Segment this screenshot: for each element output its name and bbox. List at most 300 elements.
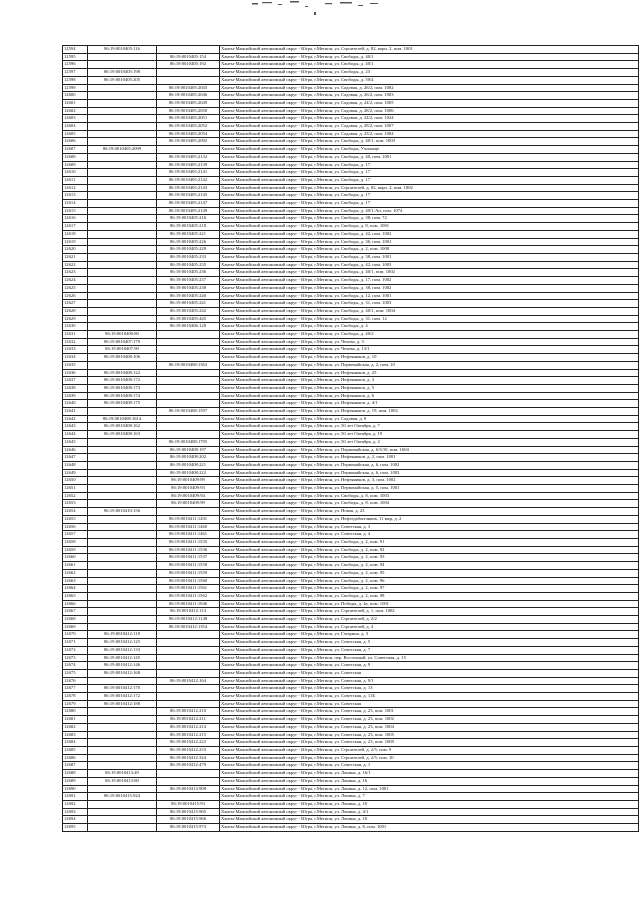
building-cadastral-number: 86:19:0010405:205 xyxy=(88,76,157,84)
building-cadastral-number: 86:19:0010413:80 xyxy=(88,777,157,785)
table-row xyxy=(63,623,639,631)
table-row xyxy=(63,292,639,300)
building-cadastral-number xyxy=(88,616,157,624)
table-row xyxy=(63,146,639,154)
address: Ханты-Мансийский автономный округ - Югра, г.Мегион, ул. Свободы, д. 4 xyxy=(220,323,639,331)
table-row xyxy=(63,92,639,100)
address: Ханты-Мансийский автономный округ - Югра, г.Мегион, ул. Ленина, д. 10 xyxy=(220,816,639,824)
building-cadastral-number xyxy=(88,277,157,285)
premises-cadastral-number: 86:19:0010411:1537 xyxy=(157,554,220,562)
building-cadastral-number: 86:19:0010410:156 xyxy=(88,508,157,516)
table-row xyxy=(63,130,639,138)
row-number: 12660 xyxy=(63,554,88,562)
table-row xyxy=(63,284,639,292)
table-row xyxy=(63,138,639,146)
table-row xyxy=(63,469,639,477)
address: Ханты-Мансийский автономный округ - Югра, г.Мегион, ул. Садовая, д. 24/2, пом. 1024 xyxy=(220,115,639,123)
row-number: 12610 xyxy=(63,169,88,177)
row-number: 12639 xyxy=(63,392,88,400)
row-number: 12663 xyxy=(63,577,88,585)
table-row xyxy=(63,461,639,469)
table-row xyxy=(63,176,639,184)
row-number: 12606 xyxy=(63,138,88,146)
building-cadastral-number: 86:19:0010412:145 xyxy=(88,654,157,662)
premises-cadastral-number xyxy=(157,669,220,677)
premises-cadastral-number: 86:19:0010412:1148 xyxy=(157,616,220,624)
premises-cadastral-number: 86:19:0010405:226 xyxy=(157,238,220,246)
address: Ханты-Мансийский автономный округ - Югра, г.Мегион, ул. Ленина, д. 16/1 xyxy=(220,770,639,778)
row-number: 12616 xyxy=(63,215,88,223)
building-cadastral-number xyxy=(88,562,157,570)
row-number: 12683 xyxy=(63,731,88,739)
premises-cadastral-number: 86:19:0010411:1561 xyxy=(157,585,220,593)
address: Ханты-Мансийский автономный округ - Югра, г.Мегион, ул. Свободы, д. 40/1-Ап, пом. 1074 xyxy=(220,207,639,215)
building-cadastral-number: 86:19:0010405:2099 xyxy=(88,146,157,154)
row-number: 12656 xyxy=(63,523,88,531)
address: Ханты-Мансийский автономный округ - Югра, г.Мегион, ул. 50 лет Октября, д. 7 xyxy=(220,423,639,431)
table-row xyxy=(63,215,639,223)
address: Ханты-Мансийский автономный округ - Югра, г.Мегион, ул. Чехова, д. 13/1 xyxy=(220,346,639,354)
address: Ханты-Мансийский автономный округ - Югра, г.Мегион, ул. Нефтедобытчиков, 11 мкр, д. 2 xyxy=(220,515,639,523)
premises-cadastral-number xyxy=(157,331,220,339)
table-row xyxy=(63,269,639,277)
building-cadastral-number xyxy=(88,546,157,554)
premises-cadastral-number: 86:19:0010405:2045 xyxy=(157,84,220,92)
building-cadastral-number xyxy=(88,577,157,585)
premises-cadastral-number xyxy=(157,146,220,154)
address: Ханты-Мансийский автономный округ - Югра, г.Мегион, ул. Нефтяников, д. 3, пом. 1002 xyxy=(220,477,639,485)
building-cadastral-number: 86:19:0010412:146 xyxy=(88,662,157,670)
row-number: 12636 xyxy=(63,369,88,377)
table-row xyxy=(63,793,639,801)
building-cadastral-number xyxy=(88,446,157,454)
row-number: 12689 xyxy=(63,777,88,785)
building-cadastral-number xyxy=(88,176,157,184)
table-row xyxy=(63,253,639,261)
address: Ханты-Мансийский автономный округ - Югра, г.Мегион, ул. Ленина, д. 12, пом. 1001 xyxy=(220,785,639,793)
row-number: 12666 xyxy=(63,600,88,608)
premises-cadastral-number: 86:19:0010405:2046 xyxy=(157,92,220,100)
building-cadastral-number: 86:19:0010407:179 xyxy=(88,338,157,346)
address: Ханты-Мансийский автономный округ - Югра, г.Мегион, ул. Свободы, д. 40/1, пом. 1004 xyxy=(220,307,639,315)
building-cadastral-number xyxy=(88,824,157,832)
premises-cadastral-number: 86:19:0010412:222 xyxy=(157,739,220,747)
table-row xyxy=(63,539,639,547)
table-row xyxy=(63,569,639,577)
table-row xyxy=(63,446,639,454)
building-cadastral-number xyxy=(88,461,157,469)
building-cadastral-number xyxy=(88,253,157,261)
address: Ханты-Мансийский автономный округ - Югра, г.Мегион, ул. Советская, д. 23, пом. 1005 xyxy=(220,731,639,739)
premises-cadastral-number xyxy=(157,423,220,431)
building-cadastral-number: 86:19:0010408:175 xyxy=(88,400,157,408)
row-number: 12673 xyxy=(63,654,88,662)
building-cadastral-number xyxy=(88,523,157,531)
table-row xyxy=(63,361,639,369)
address: Ханты-Мансийский автономный округ - Югра, г.Мегион, ул. Свободы, д. 31, пом. 1003 xyxy=(220,300,639,308)
building-cadastral-number xyxy=(88,230,157,238)
row-number: 12619 xyxy=(63,238,88,246)
row-number: 12617 xyxy=(63,223,88,231)
table-row xyxy=(63,585,639,593)
address: Ханты-Мансийский автономный округ - Югра, г.Мегион, ул. Советская, д. 4 xyxy=(220,531,639,539)
premises-cadastral-number xyxy=(157,392,220,400)
table-row xyxy=(63,438,639,446)
building-cadastral-number xyxy=(88,207,157,215)
row-number: 12671 xyxy=(63,639,88,647)
row-number: 12625 xyxy=(63,284,88,292)
row-number: 12668 xyxy=(63,616,88,624)
premises-cadastral-number: 86:19:0010405:228 xyxy=(157,246,220,254)
table-row xyxy=(63,369,639,377)
table-row xyxy=(63,616,639,624)
address: Ханты-Мансийский автономный округ - Югра, г.Мегион, ул. Ленина, д. 10 xyxy=(220,800,639,808)
row-number: 12611 xyxy=(63,176,88,184)
building-cadastral-number xyxy=(88,153,157,161)
premises-cadastral-number: 86:19:0010408:197 xyxy=(157,446,220,454)
building-cadastral-number: 86:19:0010415:924 xyxy=(88,793,157,801)
premises-cadastral-number xyxy=(157,793,220,801)
address: Ханты-Мансийский автономный округ - Югра, г.Мегион, ул. Свободы, д. 40/1, пом. 1002 xyxy=(220,269,639,277)
row-number: 12693 xyxy=(63,808,88,816)
row-number: 12675 xyxy=(63,669,88,677)
premises-cadastral-number: 86:19:0010405:238 xyxy=(157,284,220,292)
building-cadastral-number xyxy=(88,61,157,69)
scan-noise-marks xyxy=(250,0,390,20)
premises-cadastral-number: 86:19:0010415:965 xyxy=(157,808,220,816)
table-row xyxy=(63,693,639,701)
table-row xyxy=(63,223,639,231)
address: Ханты-Мансийский автономный округ - Югра, г.Мегион, ул. Свободы, д. 2, пом. 94 xyxy=(220,562,639,570)
table-row xyxy=(63,808,639,816)
address: Ханты-Мансийский автономный округ - Югра, г.Мегион, ул. Советская xyxy=(220,700,639,708)
row-number: 12662 xyxy=(63,569,88,577)
address: Ханты-Мансийский автономный округ - Югра, г.Мегион, ул. Ленина, д. 8, пом. 1001 xyxy=(220,824,639,832)
table-row xyxy=(63,238,639,246)
table-row xyxy=(63,546,639,554)
premises-cadastral-number xyxy=(157,631,220,639)
table-row xyxy=(63,153,639,161)
table-row xyxy=(63,200,639,208)
building-cadastral-number xyxy=(88,539,157,547)
address: Ханты-Мансийский автономный округ - Югра, г.Мегион, ул. Свободы, д. 17 xyxy=(220,176,639,184)
premises-cadastral-number: 86:19:0010408:1363 xyxy=(157,361,220,369)
row-number: 12674 xyxy=(63,662,88,670)
building-cadastral-number xyxy=(88,238,157,246)
register-table xyxy=(62,45,639,832)
row-number: 12608 xyxy=(63,153,88,161)
premises-cadastral-number: 86:19:0010405:2052 xyxy=(157,123,220,131)
premises-cadastral-number xyxy=(157,346,220,354)
building-cadastral-number: 86:19:0010407:90 xyxy=(88,346,157,354)
table-row xyxy=(63,115,639,123)
building-cadastral-number xyxy=(88,600,157,608)
table-row xyxy=(63,654,639,662)
table-row xyxy=(63,785,639,793)
premises-cadastral-number: 86:19:0010405:2049 xyxy=(157,99,220,107)
premises-cadastral-number: 86:19:0010405:192 xyxy=(157,61,220,69)
address: Ханты-Мансийский автономный округ - Югра, г.Мегион, ул. Свободы, д. 17 xyxy=(220,169,639,177)
table-row xyxy=(63,762,639,770)
row-number: 12685 xyxy=(63,746,88,754)
table-row xyxy=(63,824,639,832)
premises-cadastral-number: 86:19:0010405:2149 xyxy=(157,207,220,215)
address: Ханты-Мансийский автономный округ - Югра, г.Мегион, ул. Строителей, д. 82, корп. 2, пом. 1001 xyxy=(220,46,639,54)
premises-cadastral-number: 86:19:0010412:324 xyxy=(157,754,220,762)
address: Ханты-Мансийский автономный округ - Югра, г.Мегион, ул. Советская xyxy=(220,669,639,677)
row-number: 12631 xyxy=(63,331,88,339)
premises-cadastral-number: 86:19:0010405:237 xyxy=(157,277,220,285)
table-row xyxy=(63,700,639,708)
premises-cadastral-number: 86:19:0010411:1559 xyxy=(157,569,220,577)
row-number: 12597 xyxy=(63,69,88,77)
building-cadastral-number xyxy=(88,438,157,446)
premises-cadastral-number xyxy=(157,662,220,670)
building-cadastral-number xyxy=(88,477,157,485)
building-cadastral-number xyxy=(88,608,157,616)
table-row xyxy=(63,631,639,639)
row-number: 12615 xyxy=(63,207,88,215)
table-row xyxy=(63,739,639,747)
table-row xyxy=(63,384,639,392)
row-number: 12623 xyxy=(63,269,88,277)
building-cadastral-number xyxy=(88,284,157,292)
table-row xyxy=(63,646,639,654)
row-number: 12670 xyxy=(63,631,88,639)
premises-cadastral-number: 86:19:0010405:2054 xyxy=(157,130,220,138)
premises-cadastral-number: 86:19:0010409:94 xyxy=(157,492,220,500)
address: Ханты-Мансийский автономный округ - Югра, г.Мегион, ул. Садовая, д. 26/2, пом. 1003 xyxy=(220,92,639,100)
address: Ханты-Мансийский автономный округ - Югра, г.Мегион, ул. Свободы, д. 2, пом. 97 xyxy=(220,585,639,593)
row-number: 12652 xyxy=(63,492,88,500)
building-cadastral-number: 86:19:0010408:106 xyxy=(88,354,157,362)
row-number: 12621 xyxy=(63,253,88,261)
building-cadastral-number xyxy=(88,723,157,731)
row-number: 12654 xyxy=(63,508,88,516)
premises-cadastral-number: 86:19:0010405:216 xyxy=(157,215,220,223)
row-number: 12613 xyxy=(63,192,88,200)
building-cadastral-number xyxy=(88,808,157,816)
building-cadastral-number: 86:19:0010408:174 xyxy=(88,392,157,400)
building-cadastral-number xyxy=(88,623,157,631)
row-number: 12667 xyxy=(63,608,88,616)
premises-cadastral-number: 86:19:0010408:221 xyxy=(157,461,220,469)
premises-cadastral-number xyxy=(157,693,220,701)
row-number: 12630 xyxy=(63,323,88,331)
building-cadastral-number: 86:19:0010405:198 xyxy=(88,69,157,77)
premises-cadastral-number xyxy=(157,69,220,77)
building-cadastral-number: 86:19:0010408:163 xyxy=(88,431,157,439)
address: Ханты-Мансийский автономный округ - Югра, г.Мегион, ул. Свободы, д. 2, пом. 95 xyxy=(220,569,639,577)
table-row xyxy=(63,61,639,69)
premises-cadastral-number: 86:19:0010405:242 xyxy=(157,307,220,315)
address: Ханты-Мансийский автономный округ - Югра, г.Мегион, ул. Садовая, д. 23/2, пом. 1004 xyxy=(220,130,639,138)
premises-cadastral-number: 86:19:0010411:1461 xyxy=(157,531,220,539)
building-cadastral-number xyxy=(88,300,157,308)
row-number: 12604 xyxy=(63,123,88,131)
address: Ханты-Мансийский автономный округ - Югра, г.Мегион, ул. Свободы, д. 38, пом. 1002 xyxy=(220,284,639,292)
premises-cadastral-number: 86:19:0010409:99 xyxy=(157,500,220,508)
address: Ханты-Мансийский автономный округ - Югра, г.Мегион, ул. Свободы, д. 40/2 xyxy=(220,331,639,339)
row-number: 12649 xyxy=(63,469,88,477)
row-number: 12679 xyxy=(63,700,88,708)
table-row xyxy=(63,600,639,608)
building-cadastral-number xyxy=(88,454,157,462)
address: Ханты-Мансийский автономный округ - Югра, г.Мегион, ул. Первомайская, д. 6/3/10, пом. 1604 xyxy=(220,446,639,454)
table-row xyxy=(63,492,639,500)
row-number: 12655 xyxy=(63,515,88,523)
premises-cadastral-number xyxy=(157,415,220,423)
building-cadastral-number xyxy=(88,762,157,770)
premises-cadastral-number: 86:19:0010408:1795 xyxy=(157,438,220,446)
row-number: 12624 xyxy=(63,277,88,285)
row-number: 12658 xyxy=(63,539,88,547)
building-cadastral-number xyxy=(88,716,157,724)
address: Ханты-Мансийский автономный округ - Югра, г.Мегион, пер. Восточный, ул. Советская, д. 15 xyxy=(220,654,639,662)
address: Ханты-Мансийский автономный округ - Югра, г.Мегион, ул. Свободы, д. 17, пом. 1002 xyxy=(220,277,639,285)
address: Ханты-Мансийский автономный округ - Югра, г.Мегион, ул. Свободы, д. 50/4 xyxy=(220,76,639,84)
table-row xyxy=(63,770,639,778)
table-row xyxy=(63,161,639,169)
row-number: 12638 xyxy=(63,384,88,392)
table-row xyxy=(63,500,639,508)
building-cadastral-number xyxy=(88,492,157,500)
table-row xyxy=(63,677,639,685)
address: Ханты-Мансийский автономный округ - Югра, г.Мегион, ул. Свободы, д. 36, пом. 1001 xyxy=(220,238,639,246)
address: Ханты-Мансийский автономный округ - Югра, г.Мегион, ул. Свободы, д. 42, пом. 1002 xyxy=(220,230,639,238)
address: Ханты-Мансийский автономный округ - Югра, г.Мегион, ул. Нефтяников, д. 10 xyxy=(220,354,639,362)
row-number: 12605 xyxy=(63,130,88,138)
premises-cadastral-number: 86:19:0010405:233 xyxy=(157,253,220,261)
premises-cadastral-number: 86:19:0010411:1460 xyxy=(157,523,220,531)
table-row xyxy=(63,746,639,754)
address: Ханты-Мансийский автономный округ - Югра, г.Мегион, ул. Свободы, д. 17 xyxy=(220,161,639,169)
premises-cadastral-number xyxy=(157,369,220,377)
premises-cadastral-number: 86:19:0010411:1201 xyxy=(157,515,220,523)
address: Ханты-Мансийский автономный округ - Югра, г.Мегион, ул. Строителей, д. 1, пом. 1002 xyxy=(220,608,639,616)
table-row xyxy=(63,708,639,716)
table-row xyxy=(63,392,639,400)
premises-cadastral-number: 86:19:0010411:1536 xyxy=(157,546,220,554)
building-cadastral-number xyxy=(88,130,157,138)
address: Ханты-Мансийский автономный округ - Югра, г.Мегион, ул. Нефтяников, д. 25 xyxy=(220,369,639,377)
address: Ханты-Мансийский автономный округ - Югра, г.Мегион, ул. Советская, д. 23, пом. 1002 xyxy=(220,716,639,724)
table-row xyxy=(63,400,639,408)
premises-cadastral-number: 86:19:0010405:2139 xyxy=(157,161,220,169)
premises-cadastral-number: 86:19:0010413:908 xyxy=(157,785,220,793)
building-cadastral-number xyxy=(88,746,157,754)
address: Ханты-Мансийский автономный округ - Югра, г.Мегион, ул. Свободы, д. 17 xyxy=(220,200,639,208)
address: Ханты-Мансийский автономный округ - Югра, г.Мегион, ул. Гагарина, д. 3 xyxy=(220,631,639,639)
table-row xyxy=(63,777,639,785)
premises-cadastral-number: 86:19:0010412:233 xyxy=(157,746,220,754)
row-number: 12633 xyxy=(63,346,88,354)
building-cadastral-number xyxy=(88,515,157,523)
row-number: 12601 xyxy=(63,99,88,107)
row-number: 12642 xyxy=(63,415,88,423)
row-number: 12672 xyxy=(63,646,88,654)
address: Ханты-Мансийский автономный округ - Югра, г.Мегион, ул. Свободы, д. 40, пом. 1001 xyxy=(220,153,639,161)
address: Ханты-Мансийский автономный округ - Югра, г.Мегион, ул. Садовая, д. 28/2, пом. 1007 xyxy=(220,123,639,131)
row-number: 12629 xyxy=(63,315,88,323)
row-number: 12651 xyxy=(63,485,88,493)
table-row xyxy=(63,515,639,523)
table-row xyxy=(63,261,639,269)
building-cadastral-number xyxy=(88,261,157,269)
building-cadastral-number xyxy=(88,107,157,115)
table-row xyxy=(63,76,639,84)
table-row xyxy=(63,508,639,516)
building-cadastral-number: 86:19:0010412:125 xyxy=(88,639,157,647)
address: Ханты-Мансийский автономный округ - Югра, г.Мегион, ул. Свободы, д. 23 xyxy=(220,69,639,77)
address: Ханты-Мансийский автономный округ - Югра, г.Мегион, ул. 50 лет Октября, д. 2 xyxy=(220,438,639,446)
address: Ханты-Мансийский автономный округ - Югра, г.Мегион, ул. Нефтяников, д. 2, пом. 1001 xyxy=(220,454,639,462)
premises-cadastral-number xyxy=(157,777,220,785)
address: Ханты-Мансийский автономный округ - Югра, г.Мегион, ул. Строителей, д. 82, корп. 2, пом. 1002 xyxy=(220,184,639,192)
building-cadastral-number xyxy=(88,269,157,277)
table-row xyxy=(63,592,639,600)
premises-cadastral-number: 86:19:0010405:221 xyxy=(157,230,220,238)
premises-cadastral-number: 86:19:0010408:202 xyxy=(157,454,220,462)
address: Ханты-Мансийский автономный округ - Югра, г.Мегион, ул. Садовая, д. 24/2, пом. 1005 xyxy=(220,99,639,107)
address: Ханты-Мансийский автономный округ - Югра, г.Мегион, ул. Свободы, д. 8, пом. 1004 xyxy=(220,500,639,508)
address: Ханты-Мансийский автономный округ - Югра, г.Мегион, ул. Советская, д. 23, пом. 1001 xyxy=(220,708,639,716)
premises-cadastral-number xyxy=(157,508,220,516)
address: Ханты-Мансийский автономный округ - Югра, г.Мегион, ул. Садовая, д. 28/2, пом. 1006 xyxy=(220,107,639,115)
premises-cadastral-number: 86:19:0010412:114 xyxy=(157,608,220,616)
table-row xyxy=(63,562,639,570)
row-number: 12688 xyxy=(63,770,88,778)
premises-cadastral-number: 86:19:0010405:2132 xyxy=(157,153,220,161)
address: Ханты-Мансийский автономный округ - Югра, г.Мегион, ул. Садовая, д. 8 xyxy=(220,415,639,423)
building-cadastral-number xyxy=(88,307,157,315)
row-number: 12596 xyxy=(63,61,88,69)
premises-cadastral-number: 86:19:0010411:1046 xyxy=(157,600,220,608)
premises-cadastral-number xyxy=(157,46,220,54)
building-cadastral-number: 86:19:0010408:173 xyxy=(88,384,157,392)
row-number: 12609 xyxy=(63,161,88,169)
row-number: 12595 xyxy=(63,53,88,61)
address: Ханты-Мансийский автономный округ - Югра, г.Мегион, ул. Нефтяников, д. 6 xyxy=(220,392,639,400)
address: Ханты-Мансийский автономный округ - Югра, г.Мегион, ул. Свободы, д. 2, пом. 92 xyxy=(220,546,639,554)
table-row xyxy=(63,192,639,200)
table-row xyxy=(63,107,639,115)
table-row xyxy=(63,338,639,346)
building-cadastral-number xyxy=(88,84,157,92)
building-cadastral-number: 86:19:0010412:118 xyxy=(88,631,157,639)
row-number: 12618 xyxy=(63,230,88,238)
premises-cadastral-number: 86:19:0010412:211 xyxy=(157,716,220,724)
address: Ханты-Мансийский автономный округ - Югра, г.Мегион, ул. Нефтяников, д. 19, пом. 1002 xyxy=(220,408,639,416)
building-cadastral-number: 86:19:0010408:1614 xyxy=(88,415,157,423)
table-row xyxy=(63,408,639,416)
row-number: 12634 xyxy=(63,354,88,362)
address: Ханты-Мансийский автономный округ - Югра, г.Мегион, ул. Советская, д. 9/1 xyxy=(220,677,639,685)
table-row xyxy=(63,46,639,54)
premises-cadastral-number: 86:19:0010405:2050 xyxy=(157,107,220,115)
address: Ханты-Мансийский автономный округ - Югра, г.Мегион, ул. Строителей, д. 2/2 xyxy=(220,616,639,624)
building-cadastral-number xyxy=(88,500,157,508)
building-cadastral-number xyxy=(88,184,157,192)
premises-cadastral-number: 86:19:0010405:2141 xyxy=(157,169,220,177)
table-row xyxy=(63,669,639,677)
row-number: 12641 xyxy=(63,408,88,416)
row-number: 12648 xyxy=(63,461,88,469)
row-number: 12612 xyxy=(63,184,88,192)
table-row xyxy=(63,431,639,439)
table-row xyxy=(63,454,639,462)
row-number: 12640 xyxy=(63,400,88,408)
